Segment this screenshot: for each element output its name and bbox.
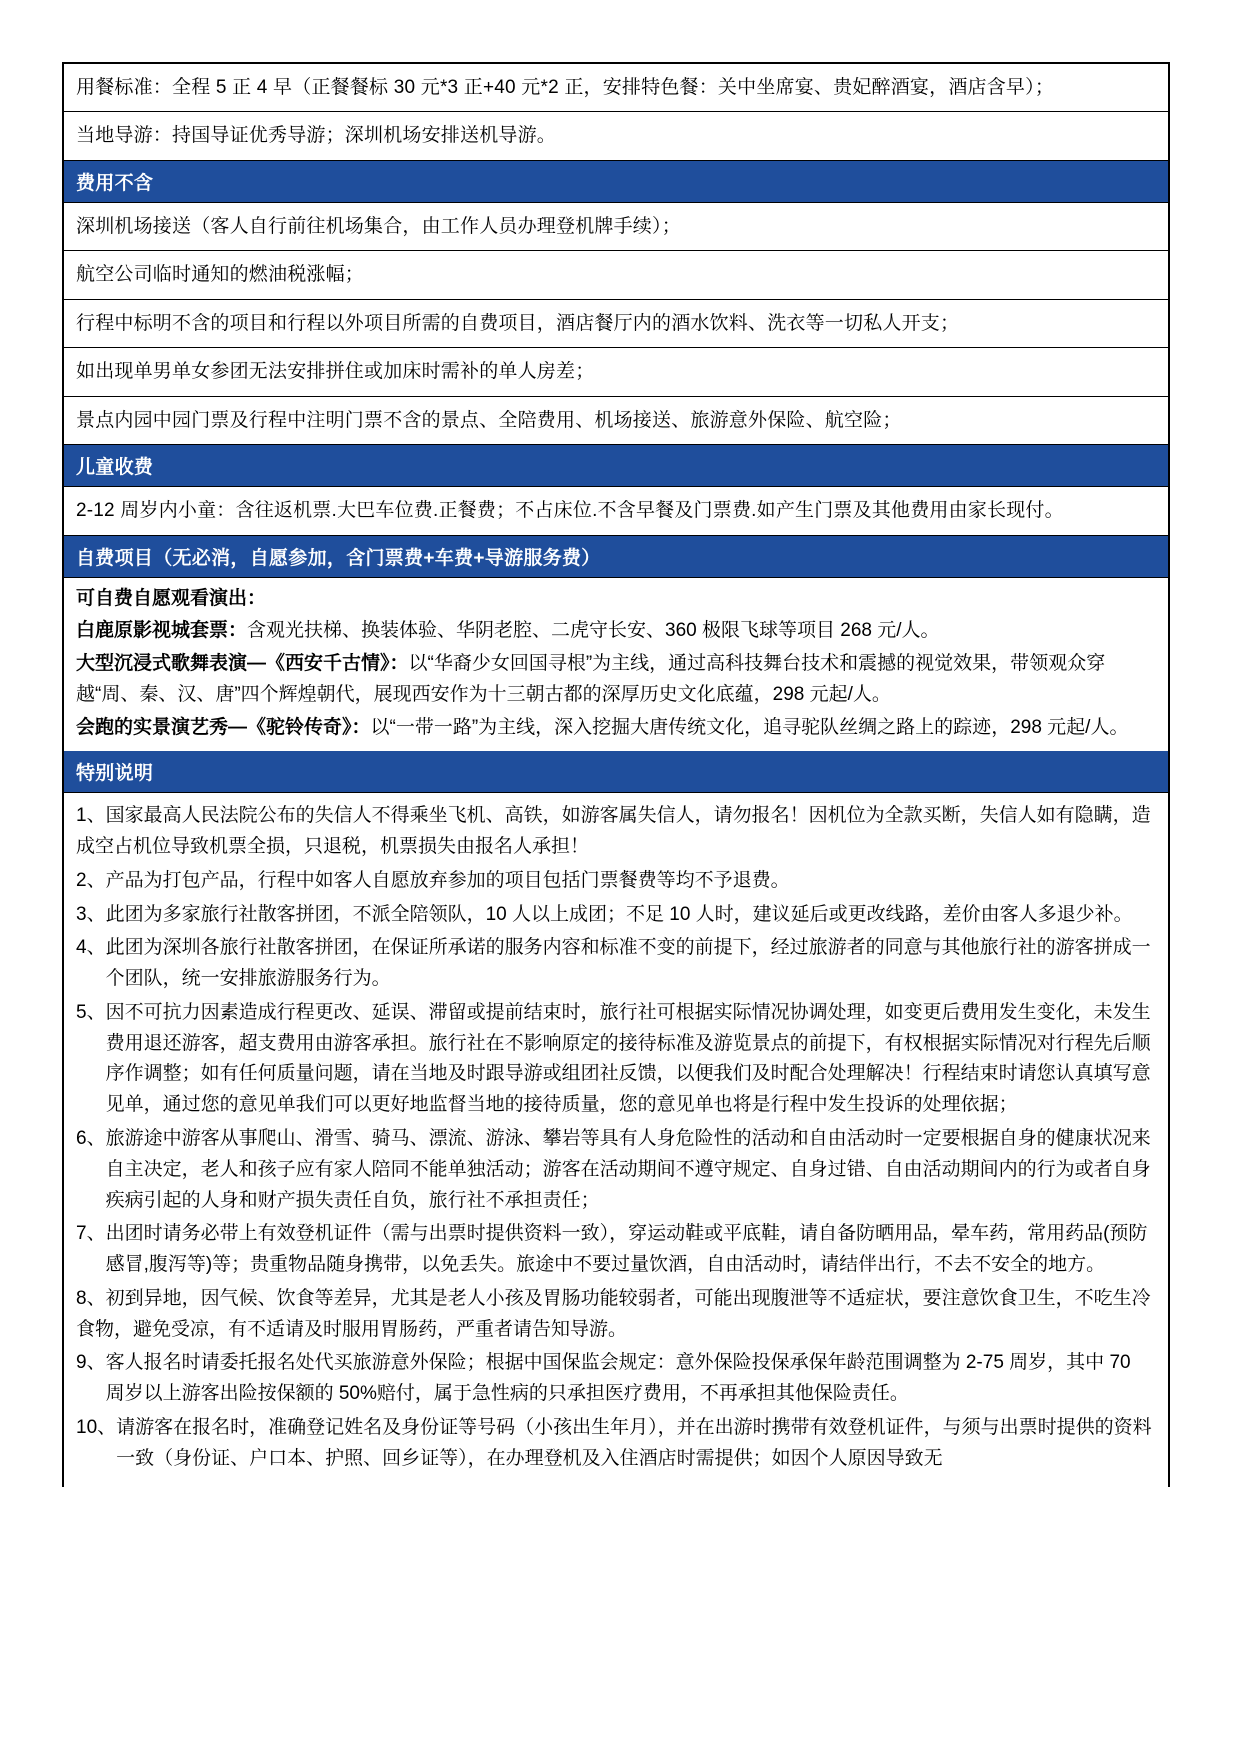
special-notes-list — [64, 793, 1168, 1487]
note-text: 因不可抗力因素造成行程更改、延误、滞留或提前结束时，旅行社可根据实际情况协调处理，如变更后费用发生变化，未发生费用退还游客，超支费用由游客承担。旅行社在不影响原定的接待标准及游览景点的前提下，有权根据实际情况对行程先后顺序作调整；如有任何质量问题，请在当地及时跟导游或组团社反馈，以便我们及时配合处理解决！行程结束时请您认真填写意见单，通过您的意见单我们可以更好地监督当地的接待质量，您的意见单也将是行程中发生投诉的处理依据； — [105, 1001, 1151, 1116]
note-number: 6、 — [76, 1127, 106, 1149]
optional-item-body: 以“一带一路”为主线，深入挖掘大唐传统文化，追寻驼队丝绸之路上的踪迹，298 元起/人。 — [370, 716, 1129, 738]
section-header-fee-exclusions: 费用不含 — [64, 161, 1168, 203]
note-text: 产品为打包产品，行程中如客人自愿放弃参加的项目包括门票餐费等均不予退费。 — [105, 869, 790, 891]
note-text: 旅游途中游客从事爬山、滑雪、骑马、漂流、游泳、攀岩等具有人身危险性的活动和自由活动时一定要根据自身的健康状况来自主决定，老人和孩子应有家人陪同不能单独活动；游客在活动期间不遵守规定、自身过错、自由活动期间内的行为或者自身疾病引起的人身和财产损失责任自负，旅行社不承担责任； — [105, 1127, 1151, 1211]
meal-standard-row: 用餐标准：全程 5 正 4 早（正餐餐标 30 元*3 正+40 元*2 正，安排特色餐：关中坐席宴、贵妃醉酒宴，酒店含早）； — [64, 64, 1168, 112]
optional-item-title: 大型沉浸式歌舞表演—《西安千古情》 — [76, 653, 390, 675]
child-fee-item: 2-12 周岁内小童：含往返机票.大巴车位费.正餐费；不占床位.不含早餐及门票费.如产生门票及其他费用由家长现付。 — [64, 487, 1168, 535]
note-item — [76, 998, 1154, 1121]
optional-item-separator: ： — [228, 620, 248, 642]
note-item — [76, 1413, 1154, 1475]
fee-exclusion-item: 如出现单男单女参团无法安排拼住或加床时需补的单人房差； — [64, 348, 1168, 396]
note-number: 5、 — [76, 1001, 106, 1023]
note-number: 7、 — [76, 1223, 106, 1245]
fee-exclusion-item: 景点内园中园门票及行程中注明门票不含的景点、全陪费用、机场接送、旅游意外保险、航空险； — [64, 397, 1168, 445]
note-item — [76, 801, 1154, 863]
section-header-child-fee: 儿童收费 — [64, 445, 1168, 487]
note-text: 请游客在报名时，准确登记姓名及身份证等号码（小孩出生年月），并在出游时携带有效登机证件，与须与出票时提供的资料一致（身份证、户口本、护照、回乡证等），在办理登机及入住酒店时需提供；如因个人原因导致无 — [116, 1416, 1152, 1469]
note-text: 国家最高人民法院公布的失信人不得乘坐飞机、高铁，如游客属失信人，请勿报名！因机位为全款买断，失信人如有隐瞒，造成空占机位导致机票全损，只退税，机票损失由报名人承担！ — [76, 805, 1151, 858]
note-item — [76, 1219, 1154, 1281]
note-item — [76, 1124, 1154, 1216]
optional-item-separator: ： — [389, 653, 409, 675]
note-number: 3、 — [76, 903, 106, 925]
fee-exclusion-item: 行程中标明不含的项目和行程以外项目所需的自费项目，酒店餐厅内的酒水饮料、洗衣等一切私人开支； — [64, 300, 1168, 348]
optional-item-separator: ： — [351, 716, 371, 738]
note-item — [76, 933, 1154, 995]
note-text: 初到异地，因气候、饮食等差异，尤其是老人小孩及胃肠功能较弱者，可能出现腹泄等不适症状，要注意饮食卫生，不吃生冷食物，避免受凉，有不适请及时服用胃肠药，严重者请告知导游。 — [76, 1287, 1151, 1340]
note-item — [76, 900, 1154, 931]
note-text: 出团时请务必带上有效登机证件（需与出票时提供资料一致），穿运动鞋或平底鞋，请自备防晒用品，晕车药，常用药品(预防感冒,腹泻等)等；贵重物品随身携带，以免丢失。旅途中不要过量饮酒，自由活动时，请结伴出行，不去不安全的地方。 — [105, 1223, 1148, 1276]
note-number: 10、 — [76, 1416, 117, 1438]
optional-item — [76, 649, 1156, 711]
optional-item-body: 含观光扶梯、换装体验、华阴老腔、二虎守长安、360 极限飞球等项目 268 元/人。 — [247, 620, 940, 642]
note-item — [76, 1348, 1154, 1410]
note-number: 1、 — [76, 805, 106, 827]
optional-item-title: 白鹿原影视城套票 — [76, 620, 229, 642]
note-item — [76, 1284, 1154, 1346]
note-item — [76, 866, 1154, 897]
itinerary-table — [62, 62, 1170, 1487]
note-number: 4、 — [76, 937, 106, 959]
optional-intro: 可自费自愿观看演出： — [76, 587, 267, 609]
optional-item — [76, 713, 1156, 744]
note-text: 客人报名时请委托报名处代买旅游意外保险；根据中国保监会规定：意外保险投保承保年龄范围调整为 2-75 周岁，其中 70 周岁以上游客出险按保额的 50%赔付，属于急性病的只承担医疗费用，不再承担其他保险责任。 — [105, 1352, 1131, 1405]
section-header-special-notes: 特别说明 — [64, 751, 1168, 793]
fee-exclusion-item: 深圳机场接送（客人自行前往机场集合，由工作人员办理登机牌手续）； — [64, 203, 1168, 251]
section-header-optional-items: 自费项目（无必消，自愿参加，含门票费+车费+导游服务费） — [64, 536, 1168, 578]
local-guide-row: 当地导游：持国导证优秀导游；深圳机场安排送机导游。 — [64, 112, 1168, 160]
note-number: 9、 — [76, 1352, 106, 1374]
note-number: 8、 — [76, 1287, 106, 1309]
optional-item-body: 以“华裔少女回国寻根”为主线，通过高科技舞台技术和震撼的视觉效果，带领观众穿越“周、秦、汉、唐”四个辉煌朝代，展现西安作为十三朝古都的深厚历史文化底蕴，298 元起/人。 — [76, 653, 1106, 705]
note-text: 此团为深圳各旅行社散客拼团，在保证所承诺的服务内容和标准不变的前提下，经过旅游者的同意与其他旅行社的游客拼成一个团队，统一安排旅游服务行为。 — [105, 937, 1151, 990]
note-number: 2、 — [76, 869, 106, 891]
optional-item-title: 会跑的实景演艺秀—《驼铃传奇》 — [76, 716, 352, 738]
optional-item — [76, 616, 1156, 647]
fee-exclusion-item: 航空公司临时通知的燃油税涨幅； — [64, 251, 1168, 299]
note-text: 此团为多家旅行社散客拼团，不派全陪领队，10 人以上成团；不足 10 人时，建议延后或更改线路，差价由客人多退少补。 — [105, 903, 1133, 925]
optional-items-block — [64, 578, 1168, 752]
